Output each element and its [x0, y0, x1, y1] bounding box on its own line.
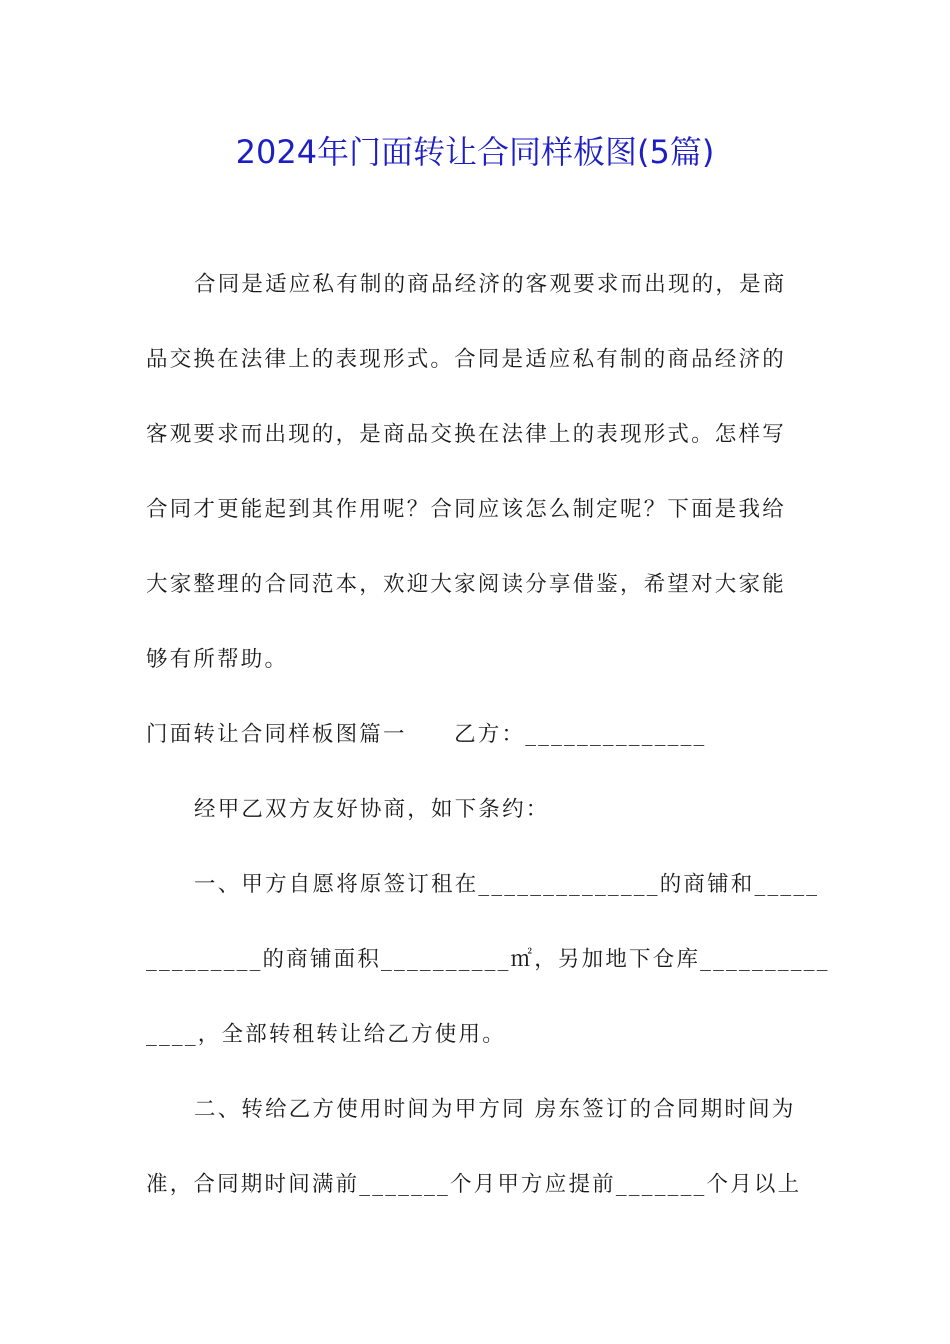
- intro-line: 合同是适应私有制的商品经济的客观要求而出现的，是商: [194, 272, 787, 297]
- agreement-line: 经甲乙双方友好协商，如下条约：: [194, 797, 550, 822]
- clause-line: 准，合同期时间满前_______个月甲方应提前_______个月以上: [146, 1172, 802, 1197]
- clause-line: 二、转给乙方使用时间为甲方同 房东签订的合同期时间为: [194, 1097, 796, 1122]
- clause-line: _________的商铺面积__________㎡，另加地下仓库__________: [146, 947, 830, 972]
- intro-line: 客观要求而出现的，是商品交换在法律上的表现形式。怎样写: [146, 422, 786, 447]
- clause-line: ____，全部转租转让给乙方使用。: [146, 1022, 506, 1047]
- intro-line: 够有所帮助。: [146, 647, 289, 672]
- section-heading: 门面转让合同样板图篇一 乙方：______________: [146, 722, 707, 747]
- document-title: 2024年门面转让合同样板图(5篇): [235, 133, 715, 171]
- intro-line: 合同才更能起到其作用呢？合同应该怎么制定呢？下面是我给: [146, 497, 786, 522]
- intro-line: 大家整理的合同范本，欢迎大家阅读分享借鉴，希望对大家能: [146, 572, 786, 597]
- intro-line: 品交换在法律上的表现形式。合同是适应私有制的商品经济的: [146, 347, 786, 372]
- clause-line: 一、甲方自愿将原签订租在______________的商铺和_____: [194, 872, 820, 897]
